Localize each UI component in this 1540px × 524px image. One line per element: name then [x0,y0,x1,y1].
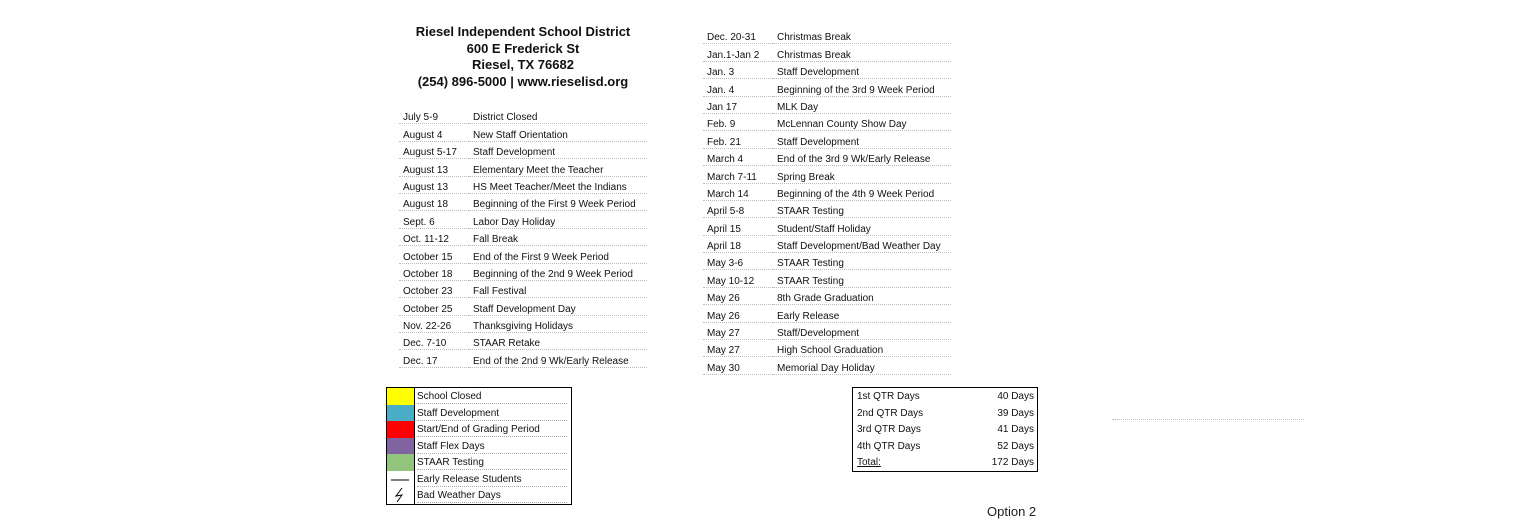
district-name: Riesel Independent School District [415,24,631,39]
event-row [703,340,951,357]
legend-item [387,471,571,488]
event-date: August 5-17 [399,141,469,158]
district-contact: (254) 896-5000 | www.rieselisd.org [417,73,629,89]
quarter-value: 172 Days [991,457,1034,468]
event-name: Beginning of the 3rd 9 Week Period [773,79,951,96]
event-row [703,183,951,200]
event-date: Feb. 21 [703,131,773,148]
event-name: Fall Break [469,228,647,245]
event-name: Elementary Meet the Teacher [469,159,647,176]
legend-item [387,405,571,422]
event-date: August 18 [399,193,469,210]
quarter-label: 3rd QTR Days [857,424,921,435]
event-row [703,44,951,61]
legend-swatch [387,405,415,422]
event-row [703,166,951,183]
event-name: STAAR Testing [773,270,951,287]
event-row [703,253,951,270]
event-date: March 7-11 [703,166,773,183]
divider-line [1112,419,1304,420]
event-row [703,322,951,339]
event-row [399,159,647,176]
event-name: Spring Break [773,166,951,183]
event-date: Jan.1-Jan 2 [703,44,773,61]
quarter-label: 4th QTR Days [857,440,921,452]
event-name: Staff Development [773,131,951,148]
event-name: District Closed [469,107,647,124]
event-row [703,218,951,235]
event-row [399,350,647,367]
quarter-value: 52 Days [997,440,1034,452]
event-name: End of the 2nd 9 Wk/Early Release [469,350,647,367]
event-row [399,141,647,158]
event-date: May 27 [703,322,773,339]
legend-swatch [387,388,415,405]
option-label: Option 2 [987,504,1037,519]
color-legend [386,387,572,505]
event-name: McLennan County Show Day [773,113,951,130]
event-name: Beginning of the 4th 9 Week Period [773,183,951,200]
event-date: March 4 [703,148,773,165]
event-name: End of the 3rd 9 Wk/Early Release [773,148,951,165]
event-name: Staff/Development [773,322,951,339]
legend-label: Staff Development [417,407,567,421]
event-row [703,96,951,113]
event-row [399,298,647,315]
event-name: STAAR Testing [773,253,951,270]
quarter-days-summary [852,387,1038,472]
quarter-days-row [853,405,1037,422]
event-date: May 27 [703,340,773,357]
event-name: STAAR Retake [469,333,647,350]
event-date: April 5-8 [703,200,773,217]
quarter-label: Total: [857,457,881,468]
event-name: Staff Development Day [469,298,647,315]
event-date: August 13 [399,176,469,193]
event-row [703,305,951,322]
event-date: Jan. 3 [703,61,773,78]
quarter-value: 40 Days [997,391,1034,402]
lightning-bolt-icon [387,487,415,504]
event-row [399,333,647,350]
event-date: March 14 [703,183,773,200]
legend-label: Bad Weather Days [417,489,567,503]
legend-swatch [387,438,415,455]
event-row [703,27,951,44]
quarter-label: 1st QTR Days [857,391,920,402]
event-name: 8th Grade Graduation [773,287,951,304]
district-city: Riesel, TX 76682 [472,57,574,72]
event-row [703,148,951,165]
event-row [399,107,647,124]
legend-item [387,421,571,438]
event-row [703,61,951,78]
legend-label: Early Release Students [417,473,567,487]
event-name: Staff Development [773,61,951,78]
event-name: Staff Development/Bad Weather Day [773,235,951,252]
legend-item [387,388,571,405]
event-row [399,211,647,228]
legend-item [387,487,571,504]
legend-swatch [387,454,415,471]
event-row [703,131,951,148]
event-name: Student/Staff Holiday [773,218,951,235]
event-name: New Staff Orientation [469,124,647,141]
quarter-days-row [853,438,1037,455]
district-street: 600 E Frederick St [466,40,580,56]
event-row [703,357,951,374]
total-days-row [853,454,1037,471]
event-name: Early Release [773,305,951,322]
event-row [703,287,951,304]
event-row [399,228,647,245]
event-date: Jan. 4 [703,79,773,96]
event-name: Christmas Break [773,27,951,44]
event-date: Dec. 7-10 [399,333,469,350]
event-name: End of the First 9 Week Period [469,246,647,263]
quarter-value: 41 Days [997,424,1034,435]
event-row [399,246,647,263]
event-row [399,315,647,332]
event-name: Beginning of the First 9 Week Period [469,193,647,210]
event-row [399,263,647,280]
event-date: Feb. 9 [703,113,773,130]
events-table-fall [399,107,647,368]
event-date: May 3-6 [703,253,773,270]
legend-label: Staff Flex Days [417,440,567,454]
event-date: April 15 [703,218,773,235]
legend-label: STAAR Testing [417,456,567,470]
event-name: Thanksgiving Holidays [469,315,647,332]
event-date: May 10-12 [703,270,773,287]
quarter-days-row [853,388,1037,405]
legend-item [387,454,571,471]
early-release-line-icon [387,471,415,488]
event-date: October 15 [399,246,469,263]
event-date: October 25 [399,298,469,315]
quarter-label: 2nd QTR Days [857,407,924,419]
event-date: May 26 [703,305,773,322]
event-date: Sept. 6 [399,211,469,228]
event-row [399,124,647,141]
legend-swatch [387,421,415,438]
event-date: Dec. 20-31 [703,27,773,44]
event-row [399,176,647,193]
event-date: May 26 [703,287,773,304]
event-name: Labor Day Holiday [469,211,647,228]
event-row [703,270,951,287]
event-name: Beginning of the 2nd 9 Week Period [469,263,647,280]
event-date: October 23 [399,280,469,297]
quarter-days-row [853,421,1037,438]
legend-label: Start/End of Grading Period [417,423,567,437]
event-date: August 13 [399,159,469,176]
event-date: April 18 [703,235,773,252]
event-date: Oct. 11-12 [399,228,469,245]
event-row [703,79,951,96]
legend-item [387,438,571,455]
event-date: May 30 [703,357,773,374]
events-table-spring [703,27,951,375]
event-date: Nov. 22-26 [399,315,469,332]
event-name: HS Meet Teacher/Meet the Indians [469,176,647,193]
event-name: Fall Festival [469,280,647,297]
event-date: August 4 [399,124,469,141]
event-date: Dec. 17 [399,350,469,367]
event-row [703,113,951,130]
event-name: STAAR Testing [773,200,951,217]
legend-label: School Closed [417,390,567,404]
event-name: Christmas Break [773,44,951,61]
event-name: MLK Day [773,96,951,113]
event-name: Memorial Day Holiday [773,357,951,374]
event-row [703,200,951,217]
event-name: High School Graduation [773,340,951,357]
event-date: October 18 [399,263,469,280]
event-date: July 5-9 [399,107,469,124]
event-name: Staff Development [469,141,647,158]
event-row [399,280,647,297]
district-header [392,24,654,90]
event-row [703,235,951,252]
event-date: Jan 17 [703,96,773,113]
event-row [399,193,647,210]
quarter-value: 39 Days [997,407,1034,419]
